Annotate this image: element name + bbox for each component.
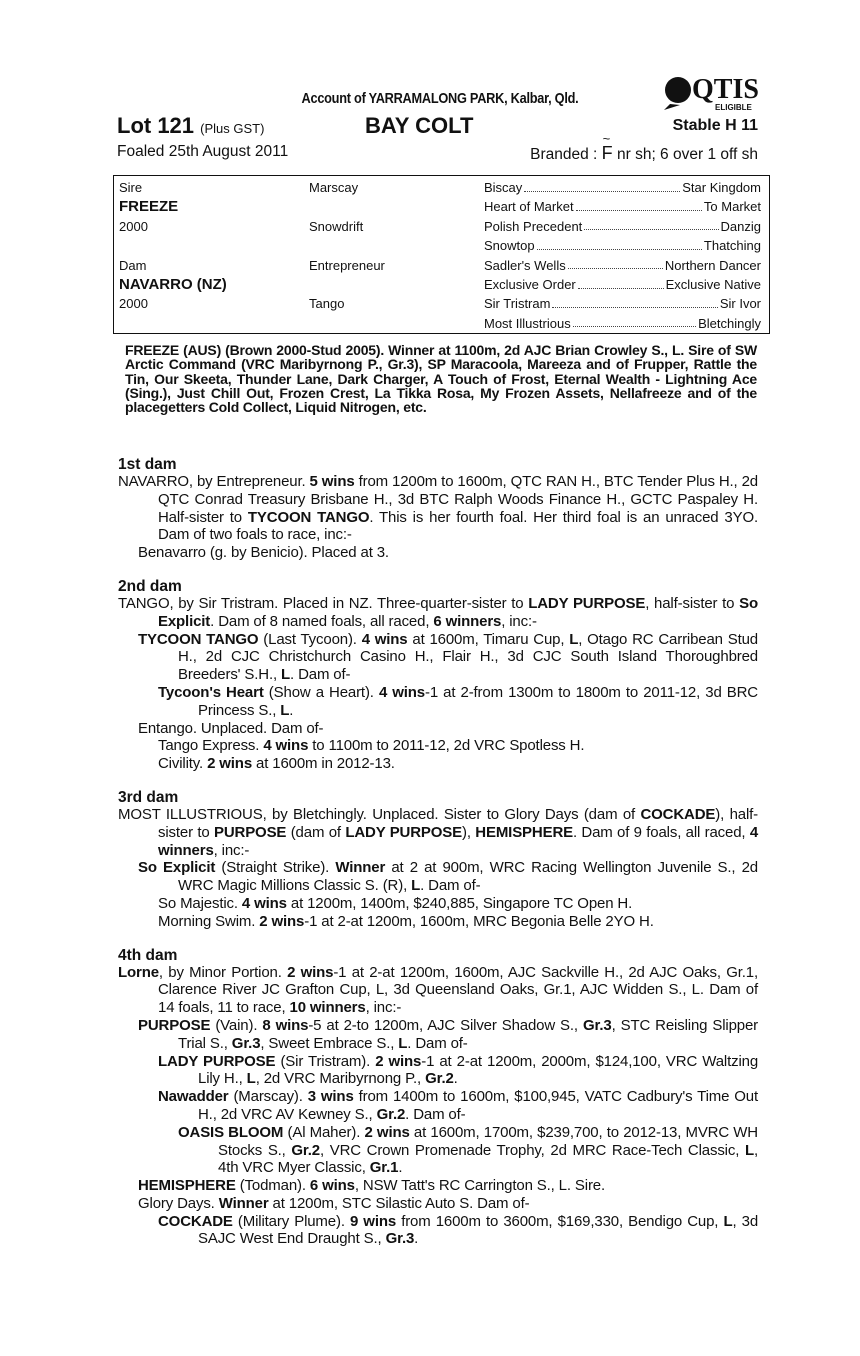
- entry-highlight: 4 winners: [158, 823, 759, 859]
- dam-line: [0, 456, 860, 1264]
- pedigree-section: [0, 456, 860, 562]
- entry-text: NAVARRO, by Entrepreneur.: [118, 473, 310, 490]
- entry-text: (Vain).: [210, 1016, 263, 1034]
- pedigree-great-grandparents: [484, 178, 761, 198]
- entry-highlight: L: [744, 1141, 754, 1159]
- great-great-grandsire: Sir Ivor: [719, 296, 761, 312]
- family-entry: [0, 1213, 758, 1249]
- dotted-leader: [537, 236, 702, 250]
- family-entry: [0, 473, 758, 544]
- family-entry: [0, 1195, 758, 1213]
- entry-highlight: 4 wins: [241, 894, 287, 912]
- entry-highlight: 6 winners: [433, 612, 502, 630]
- family-entry: [0, 895, 758, 913]
- entry-text: (dam of: [286, 823, 346, 841]
- pedigree-row: [114, 197, 769, 217]
- family-entry: [0, 1088, 758, 1124]
- section-heading: 2nd dam: [118, 577, 182, 595]
- entry-highlight: 4 wins: [361, 630, 408, 648]
- entry-text: . Dam of-: [405, 1105, 466, 1123]
- entry-text: . Dam of-: [290, 666, 351, 684]
- dotted-leader: [573, 314, 696, 328]
- entry-text: , by Minor Portion.: [158, 963, 288, 981]
- entry-highlight: LADY PURPOSE: [158, 1052, 276, 1070]
- great-great-grandsire: Danzig: [720, 218, 761, 234]
- pedigree-grandparent: Tango: [309, 296, 345, 312]
- entry-highlight: L: [411, 877, 421, 895]
- entry-text: to 1100m to 2011-12, 2d VRC Spotless H.: [308, 737, 585, 755]
- entry-text: (Straight Strike).: [215, 859, 336, 877]
- entry-text: .: [398, 1159, 403, 1177]
- entry-highlight: L: [723, 1212, 733, 1230]
- horse-title: BAY COLT: [365, 113, 474, 138]
- entry-text: , 4th VRC Myer Classic,: [218, 1141, 758, 1177]
- entry-text: , 3d SAJC West End Draught S.,: [198, 1212, 759, 1248]
- entry-highlight: 2 wins: [207, 755, 253, 773]
- great-grandsire: Sadler's Wells: [484, 257, 566, 273]
- entry-highlight: LADY PURPOSE: [345, 823, 463, 841]
- entry-text: . This is her fourth foal. Her third foal is an unraced 3YO. Dam of two foals to race, inc:-: [158, 508, 758, 544]
- pedigree-row: [114, 294, 769, 314]
- great-grandsire: Snowtop: [484, 238, 535, 254]
- entry-text: . Dam of-: [420, 877, 481, 895]
- family-entry: [0, 737, 758, 755]
- entry-text: (Al Maher).: [283, 1123, 365, 1141]
- entry-highlight: L: [569, 630, 579, 648]
- entry-text: , STC Reisling Slipper Trial S.,: [178, 1016, 758, 1052]
- entry-text: (Sir Tristram).: [275, 1052, 376, 1070]
- entry-highlight: So Explicit: [138, 859, 216, 877]
- pedigree-great-grandparents: [484, 275, 761, 295]
- pedigree-row: [114, 275, 769, 295]
- family-entry: [0, 964, 758, 1017]
- great-great-grandsire: Star Kingdom: [682, 180, 761, 195]
- entry-text: Civility.: [158, 755, 208, 773]
- entry-text: from 1600m to 3600m, $169,330, Bendigo Cup,: [396, 1212, 724, 1230]
- pedigree-table: [113, 175, 770, 334]
- entry-highlight: PURPOSE: [138, 1016, 211, 1034]
- branded-label: Branded :: [530, 146, 598, 163]
- entry-highlight: L: [398, 1034, 408, 1052]
- entry-text: , NSW Tatt's RC Carrington S., L. Sire.: [354, 1177, 606, 1195]
- entry-text: at 1200m, 1400m, $240,885, Singapore TC Open H.: [286, 894, 633, 912]
- entry-text: ), half-sister to: [158, 805, 758, 841]
- great-grandsire: Sir Tristram: [484, 296, 551, 312]
- entry-highlight: 6 wins: [309, 1177, 355, 1195]
- pedigree-great-grandparents: [484, 256, 761, 276]
- pedigree-section: [0, 578, 860, 773]
- entry-text: Tango Express.: [158, 737, 264, 755]
- family-entry: [0, 684, 758, 720]
- family-entry: [0, 806, 758, 859]
- entry-highlight: 8 wins: [262, 1016, 309, 1034]
- entry-text: ),: [462, 823, 476, 841]
- entry-text: , inc:-: [365, 999, 402, 1017]
- entry-highlight: 4 wins: [378, 683, 425, 701]
- entry-text: (Todman).: [235, 1177, 310, 1195]
- entry-text: -1 at 2-from 1300m to 1800m to 2011-12, 3d BRC Princess S.,: [198, 683, 758, 719]
- entry-text: at 2 at 900m, WRC Racing Wellington Juvenile S., 2d WRC Magic Millions Classic S. (R),: [178, 859, 759, 895]
- family-entry: [0, 859, 758, 895]
- pedigree-great-grandparents: [484, 197, 761, 217]
- pedigree-row: [114, 314, 769, 334]
- entry-text: at 1600m, Timaru Cup,: [407, 630, 570, 648]
- entry-highlight: TYCOON TANGO: [138, 630, 259, 648]
- branded-text: nr sh; 6 over 1 off sh: [616, 146, 758, 163]
- foaled-date: Foaled 25th August 2011: [117, 143, 289, 160]
- entry-text: at 1600m in 2012-13.: [252, 755, 395, 773]
- entry-text: , Otago RC Carribean Stud H., 2d CJC Christchurch Casino H., Flair H., 3d CJC South Island Thoroughbred Breeders' S.H.,: [178, 630, 758, 684]
- dotted-leader: [552, 294, 717, 308]
- pedigree-row: [114, 178, 769, 198]
- entry-highlight: So Explicit: [158, 594, 759, 630]
- entry-highlight: 2 wins: [364, 1123, 410, 1141]
- pedigree-parent: Dam: [119, 257, 147, 273]
- entry-text: Benavarro (g. by Benicio). Placed at 3.: [138, 544, 389, 562]
- pedigree-section: [0, 789, 860, 931]
- great-grandsire: Heart of Market: [484, 199, 574, 215]
- entry-highlight: Nawadder: [158, 1088, 229, 1106]
- entry-highlight: L: [281, 666, 291, 684]
- pedigree-parent: 2000: [119, 218, 148, 234]
- pedigree-great-grandparents: [484, 294, 761, 314]
- entry-highlight: Winner: [335, 859, 386, 877]
- entry-highlight: Gr.2: [291, 1141, 320, 1159]
- entry-highlight: L: [280, 701, 290, 719]
- stable-number: Stable H 11: [672, 117, 758, 134]
- entry-highlight: LADY PURPOSE: [528, 594, 646, 612]
- family-entry: [0, 544, 758, 562]
- pedigree-parent: NAVARRO (NZ): [119, 276, 227, 293]
- family-entry: [0, 1053, 758, 1089]
- great-grandsire: Exclusive Order: [484, 277, 576, 292]
- great-great-grandsire: Northern Dancer: [664, 257, 761, 273]
- entry-text: from 1400m to 1600m, $100,945, VATC Cadbury's Time Out H., 2d VRC AV Kewney S.,: [198, 1088, 758, 1123]
- entry-highlight: COCKADE: [640, 805, 716, 823]
- family-entry: [0, 631, 758, 684]
- pedigree-row: [114, 217, 769, 237]
- entry-highlight: HEMISPHERE: [138, 1177, 236, 1195]
- entry-text: -1 at 2-at 1200m, 1600m, MRC Begonia Belle 2YO H.: [304, 912, 654, 930]
- pedigree-parent: Sire: [119, 180, 143, 195]
- pedigree-parent: 2000: [119, 296, 148, 312]
- entry-text: (Marscay).: [228, 1088, 308, 1106]
- pedigree-great-grandparents: [484, 314, 761, 334]
- pedigree-row: [114, 256, 769, 276]
- entry-highlight: Tycoon's Heart: [158, 683, 264, 701]
- entry-highlight: L: [246, 1070, 256, 1088]
- entry-text: from 1200m to 1600m, QTC RAN H., BTC Tender Plus H., 2d QTC Conrad Treasury Brisbane H., 3d BTC Ralph Woods Finance H., GCTC Paspaley H. Half-sister to: [158, 473, 758, 526]
- pedigree-grandparent: Entrepreneur: [309, 257, 385, 273]
- brand-mark: ~ F: [602, 143, 613, 164]
- great-great-grandsire: Thatching: [703, 238, 761, 254]
- entry-highlight: Gr.3: [582, 1016, 612, 1034]
- entry-highlight: Gr.3: [385, 1230, 415, 1248]
- entry-highlight: 2 wins: [375, 1052, 422, 1070]
- entry-text: So Majestic.: [158, 894, 242, 912]
- entry-text: -5 at 2-to 1200m, AJC Silver Shadow S.,: [308, 1016, 583, 1034]
- entry-highlight: Winner: [218, 1194, 269, 1212]
- lot-label: Lot 121: [117, 113, 195, 138]
- pedigree-grandparent: Marscay: [309, 180, 359, 195]
- great-great-grandsire: To Market: [703, 199, 761, 215]
- entry-text: , 2d VRC Maribyrnong P.,: [255, 1070, 426, 1088]
- entry-text: . Dam of-: [407, 1034, 468, 1052]
- entry-highlight: TYCOON TANGO: [247, 508, 370, 526]
- family-entry: [0, 1177, 758, 1195]
- entry-highlight: 2 wins: [259, 912, 305, 930]
- vendor-account: Account of YARRAMALONG PARK, Kalbar, Qld.: [301, 90, 579, 107]
- pedigree-parent: FREEZE: [119, 198, 179, 216]
- family-entry: [0, 755, 758, 773]
- dotted-leader: [578, 275, 664, 289]
- entry-text: MOST ILLUSTRIOUS, by Bletchingly. Unplaced. Sister to Glory Days (dam of: [118, 805, 641, 823]
- entry-text: .: [414, 1230, 419, 1248]
- entry-text: , inc:-: [501, 612, 537, 630]
- entry-text: at 1200m, STC Silastic Auto S. Dam of-: [268, 1194, 530, 1212]
- entry-highlight: 5 wins: [309, 473, 355, 490]
- entry-text: .: [289, 701, 294, 719]
- section-heading: 4th dam: [118, 946, 178, 964]
- entry-text: -1 at 2-at 1200m, 2000m, $124,100, VRC Waltzing Lily H.,: [198, 1052, 759, 1088]
- dotted-leader: [524, 178, 680, 192]
- pedigree-row: [114, 236, 769, 256]
- dotted-leader: [576, 197, 702, 211]
- entry-highlight: Lorne: [118, 963, 159, 981]
- entry-text: , VRC Crown Promenade Trophy, 2d MRC Race-Tech Classic,: [320, 1141, 745, 1159]
- entry-highlight: 4 wins: [263, 737, 309, 755]
- brand-info: [530, 143, 758, 164]
- sire-summary: FREEZE (AUS) (Brown 2000-Stud 2005). Winner at 1100m, 2d AJC Brian Crowley S., L. Sire of SW Arctic Command (VRC Maribyrnong P., Gr.3), SP Maracoola, Mareeza and of Frupper, Rattle the Tin, Our Skeeta, Thunder Lane, Dark Charger, A Touch of Frost, Eternal Wealth - Lightning Ace (Sing.), Just Chill Out, Frozen Crest, La Tikka Rosa, My Frozen Assets, Nellafreeze and of the placegetters Cold Collect, Liquid Nitrogen, etc.: [125, 342, 757, 416]
- pedigree-great-grandparents: [484, 236, 761, 256]
- lot-number: [117, 113, 264, 139]
- entry-highlight: HEMISPHERE: [475, 823, 573, 841]
- entry-text: , inc:-: [213, 841, 250, 859]
- family-entry: [0, 720, 758, 738]
- great-grandsire: Biscay: [484, 180, 523, 195]
- entry-text: , half-sister to: [645, 594, 740, 612]
- entry-text: TANGO, by Sir Tristram. Placed in NZ. Three-quarter-sister to: [118, 594, 529, 612]
- entry-text: -1 at 2-at 1200m, 1600m, AJC Sackville H., 2d AJC Oaks, Gr.1, Clarence River JC Grafton Cup, L, 3d Queensland Oaks, Gr.1, AJC Widden S., L. Dam of 14 foals, 11 to race,: [158, 963, 758, 1017]
- entry-highlight: PURPOSE: [213, 823, 287, 841]
- pedigree-section: [0, 947, 860, 1249]
- entry-highlight: 10 winners: [289, 999, 366, 1017]
- entry-highlight: Gr.1: [369, 1159, 399, 1177]
- dotted-leader: [568, 256, 663, 270]
- dotted-leader: [584, 217, 718, 231]
- entry-text: , Sweet Embrace S.,: [260, 1034, 399, 1052]
- great-grandsire: Most Illustrious: [484, 315, 571, 331]
- entry-highlight: Gr.2: [425, 1070, 454, 1088]
- logo-subtext: ELIGIBLE: [715, 103, 752, 112]
- entry-text: (Show a Heart).: [263, 683, 379, 701]
- logo-text: QTIS: [692, 74, 759, 105]
- entry-highlight: Gr.3: [231, 1034, 261, 1052]
- gst-note: (Plus GST): [200, 121, 265, 136]
- pedigree-great-grandparents: [484, 217, 761, 237]
- family-entry: [0, 595, 758, 631]
- family-entry: [0, 1017, 758, 1053]
- entry-text: Morning Swim.: [158, 912, 260, 930]
- entry-highlight: OASIS BLOOM: [178, 1123, 284, 1141]
- section-heading: 1st dam: [118, 456, 177, 473]
- great-great-grandsire: Exclusive Native: [665, 277, 761, 292]
- entry-text: . Dam of 9 foals, all raced,: [572, 823, 750, 841]
- entry-highlight: Gr.2: [376, 1105, 406, 1123]
- entry-highlight: 3 wins: [307, 1088, 354, 1106]
- entry-text: (Last Tycoon).: [258, 630, 362, 648]
- great-great-grandsire: Bletchingly: [698, 315, 761, 331]
- entry-highlight: 2 wins: [287, 963, 334, 981]
- family-entry: [0, 913, 758, 931]
- entry-text: at 1600m, 1700m, $239,700, to 2012-13, MVRC WH Stocks S.,: [218, 1123, 758, 1159]
- pedigree-grandparent: Snowdrift: [309, 218, 364, 234]
- family-entry: [0, 1124, 758, 1177]
- entry-text: Glory Days.: [138, 1194, 219, 1212]
- entry-text: .: [453, 1070, 458, 1088]
- entry-text: . Dam of 8 named foals, all raced,: [210, 612, 434, 630]
- entry-highlight: 9 wins: [349, 1212, 397, 1230]
- qtis-eligible-logo: [660, 72, 760, 112]
- entry-highlight: COCKADE: [158, 1212, 233, 1230]
- entry-text: Entango. Unplaced. Dam of-: [138, 719, 324, 737]
- great-grandsire: Polish Precedent: [484, 218, 583, 234]
- section-heading: 3rd dam: [118, 788, 179, 806]
- entry-text: (Military Plume).: [232, 1212, 350, 1230]
